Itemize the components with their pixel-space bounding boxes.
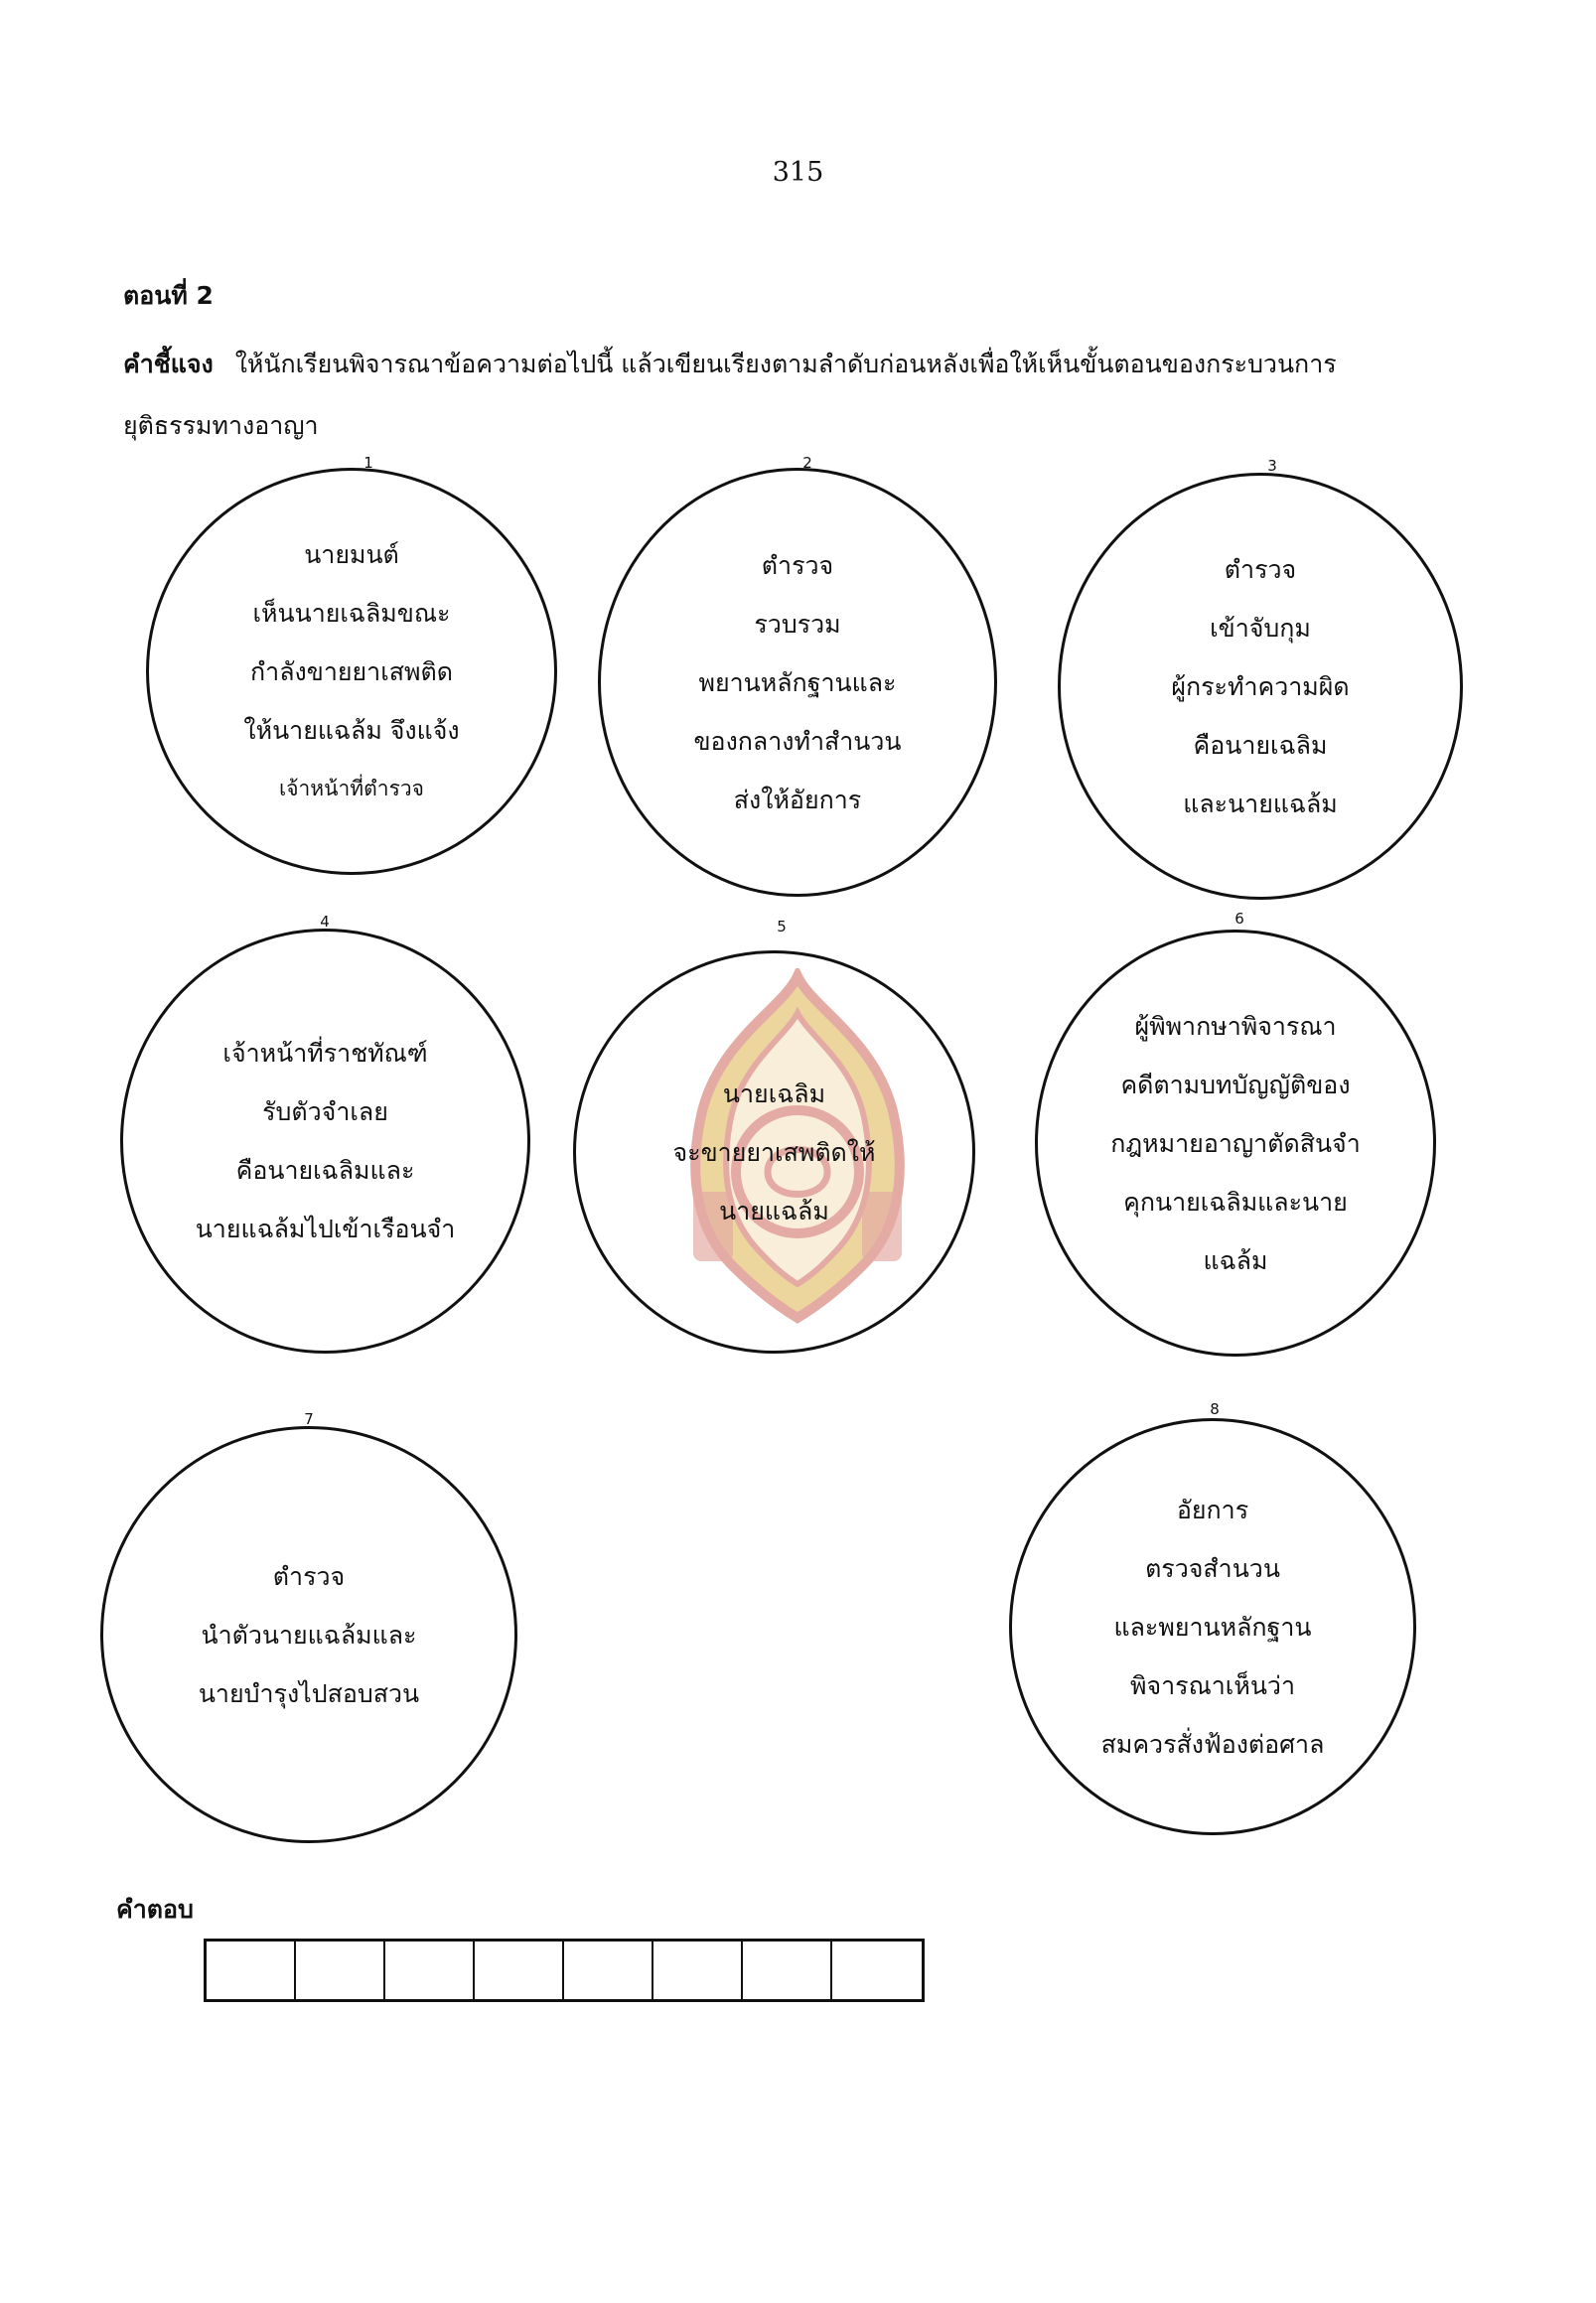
circle-line: พยานหลักฐานและ	[698, 667, 897, 697]
answer-box-6[interactable]	[653, 1942, 743, 1999]
circle-line: รับตัวจำเลย	[262, 1097, 388, 1126]
circle-line: นายบำรุงไปสอบสวน	[198, 1678, 420, 1708]
statement-circle-2	[598, 468, 997, 897]
circle-number: 7	[304, 1410, 314, 1428]
circle-line: กฎหมายอาญาตัดสินจำ	[1110, 1128, 1361, 1158]
circle-line: นายแฉล้มไปเข้าเรือนจำ	[195, 1215, 456, 1243]
circle-line: นำตัวนายแฉล้มและ	[201, 1620, 417, 1650]
statement-circle-1	[146, 468, 557, 875]
answer-box-8[interactable]	[832, 1942, 922, 1999]
circle-line: นายแฉล้ม	[719, 1196, 829, 1225]
answer-label: คำตอบ	[116, 1895, 194, 1924]
circle-line: นายมนต์	[304, 539, 399, 569]
answer-box-2[interactable]	[296, 1942, 385, 1999]
circle-number: 6	[1234, 910, 1244, 928]
circle-line: ตรวจสำนวน	[1145, 1553, 1280, 1583]
circle-line: คุกนายเฉลิมและนาย	[1123, 1187, 1348, 1217]
circle-number: 1	[363, 454, 373, 472]
circle-line: อัยการ	[1176, 1495, 1249, 1524]
circle-line: และนายแฉล้ม	[1183, 789, 1338, 818]
answer-boxes	[204, 1939, 925, 2002]
circle-line: เข้าจับกุม	[1210, 613, 1311, 643]
circle-line: แฉล้ม	[1203, 1245, 1268, 1275]
circle-line: ตำรวจ	[272, 1561, 346, 1591]
circle-line: ให้นายแฉล้ม จึงแจ้ง	[243, 715, 460, 745]
circle-line: ส่งให้อัยการ	[733, 785, 862, 814]
statement-circle-5	[573, 950, 975, 1354]
circle-number: 3	[1267, 457, 1277, 475]
answer-box-5[interactable]	[564, 1942, 653, 1999]
statement-circle-4	[120, 929, 530, 1354]
circle-line: คดีตามบทบัญญัติของ	[1120, 1070, 1351, 1099]
answer-box-7[interactable]	[743, 1942, 832, 1999]
page-number: 315	[772, 157, 824, 188]
instruction-text: ให้นักเรียนพิจารณาข้อความต่อไปนี้ แล้วเขียนเรียงตามลำดับก่อนหลังเพื่อให้เห็นขั้นตอนของกระบวนการยุติธรรมทางอาญา	[123, 350, 1337, 440]
circle-line: ผู้พิพากษาพิจารณา	[1134, 1011, 1337, 1041]
answer-box-1[interactable]	[207, 1942, 296, 1999]
circle-line: ตำรวจ	[1224, 554, 1297, 584]
circle-line: และพยานหลักฐาน	[1113, 1612, 1312, 1642]
circle-number: 4	[320, 913, 330, 931]
circle-line: กำลังขายยาเสพติด	[250, 656, 453, 686]
circle-line: คือนายเฉลิมและ	[235, 1156, 415, 1185]
circle-line: ของกลางทำสำนวน	[693, 726, 902, 756]
circle-line: ตำรวจ	[761, 550, 834, 580]
circle-number: 8	[1210, 1400, 1220, 1418]
circle-line: เห็นนายเฉลิมขณะ	[252, 598, 451, 628]
circle-line: คือนายเฉลิม	[1193, 730, 1328, 760]
circle-line: สมควรสั่งฟ้องต่อศาล	[1100, 1729, 1325, 1759]
section-title: ตอนที่ 2	[123, 281, 214, 310]
statement-circle-3	[1058, 473, 1463, 900]
circle-line: พิจารณาเห็นว่า	[1129, 1670, 1295, 1700]
answer-box-4[interactable]	[475, 1942, 564, 1999]
circle-line: เจ้าหน้าที่ราชทัณฑ์	[222, 1039, 428, 1068]
circle-line: ผู้กระทำความผิด	[1171, 671, 1350, 701]
instruction	[123, 334, 1414, 457]
circle-line: รวบรวม	[754, 609, 841, 639]
circle-number: 5	[777, 918, 787, 936]
circle-line: เจ้าหน้าที่ตำรวจ	[279, 776, 424, 800]
circle-number: 2	[802, 454, 812, 472]
instruction-label: คำชี้แจง	[123, 350, 214, 378]
circle-line: จะขายยาเสพติดให้	[672, 1137, 876, 1167]
statement-circle-7	[100, 1426, 517, 1843]
circle-line: นายเฉลิม	[722, 1079, 826, 1108]
statement-circle-6	[1035, 930, 1436, 1357]
answer-box-3[interactable]	[385, 1942, 475, 1999]
statement-circle-8	[1009, 1418, 1416, 1835]
